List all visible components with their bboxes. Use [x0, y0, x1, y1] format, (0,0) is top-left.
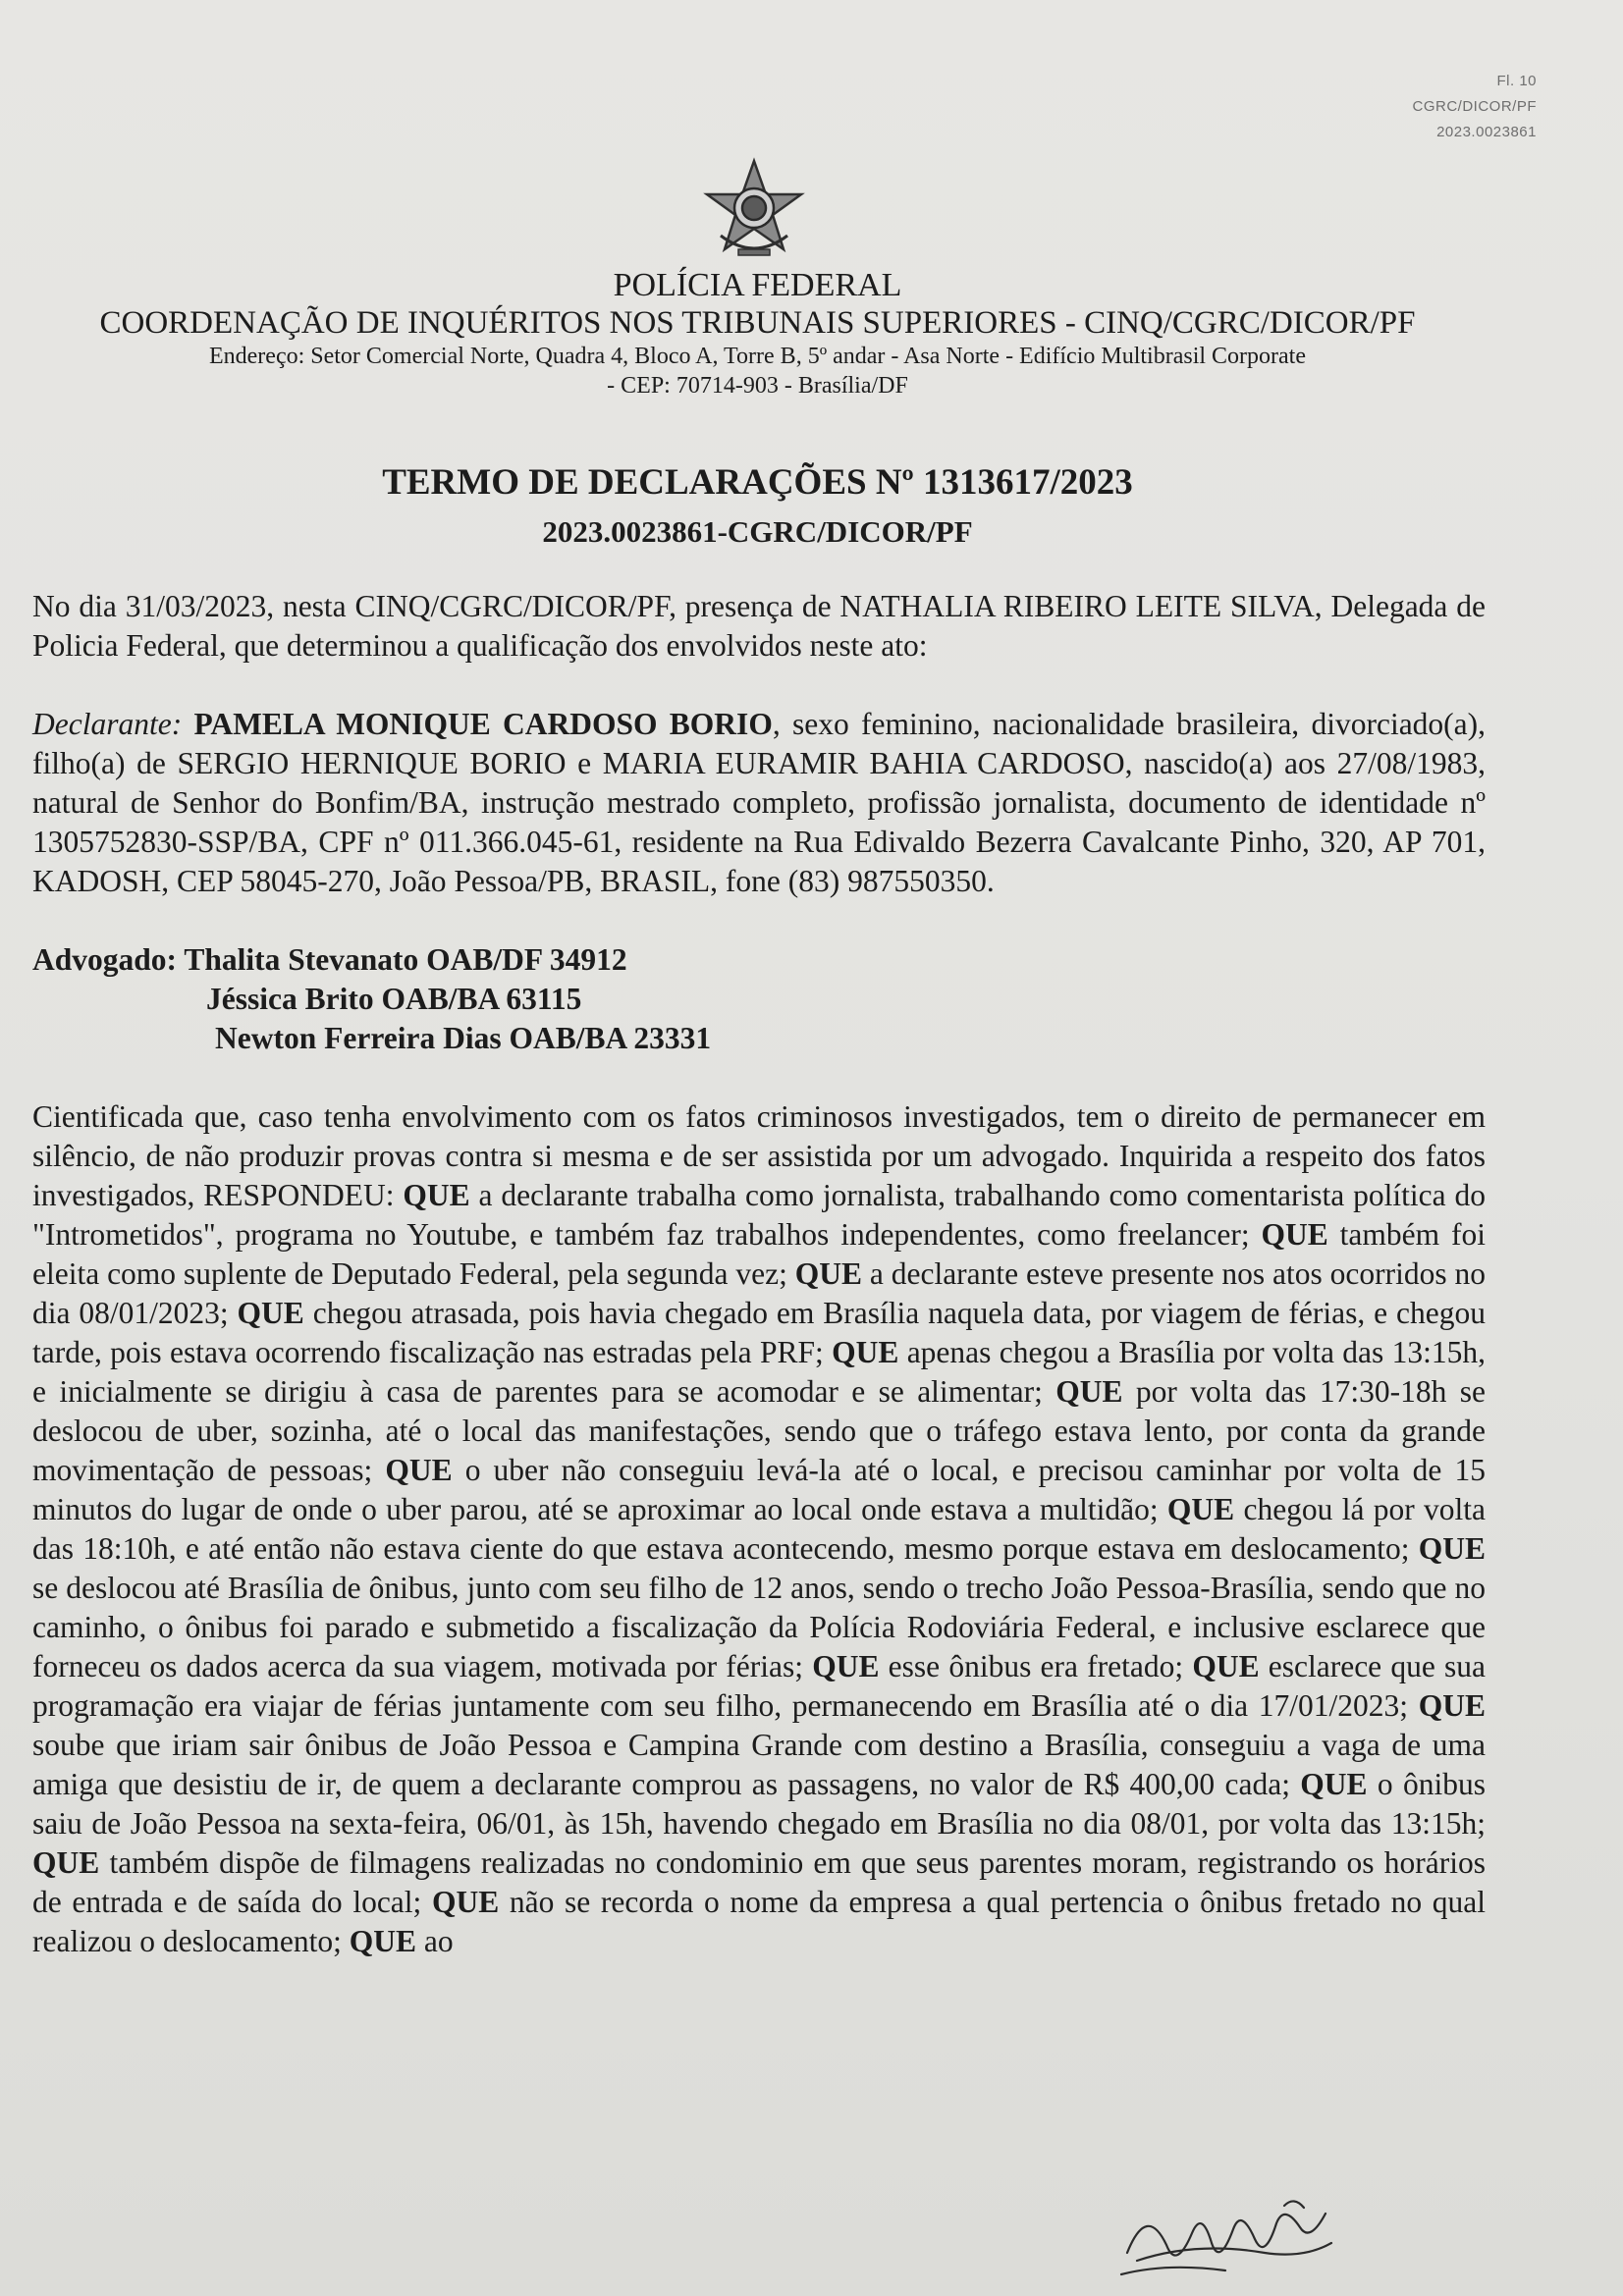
- statement-clause: apenas chegou a Brasília por volta das 13:15h, e inicialmente se dirigiu à casa de parentes para se acomodar e se alimentar;: [32, 1335, 1486, 1409]
- statement-clause: chegou lá por volta das 18:10h, e até então não estava ciente do que estava acontecendo, mesmo porque estava em deslocamento;: [32, 1492, 1486, 1566]
- statement-clause: também dispõe de filmagens realizadas no condominio em que seus parentes moram, registrando os horários de entrada e de saída do local;: [32, 1845, 1486, 1919]
- que-keyword: QUE: [32, 1845, 100, 1880]
- que-keyword: QUE: [237, 1296, 304, 1330]
- statement-clause: não se recorda o nome da empresa a qual pertencia o ônibus fretado no qual realizou o deslocamento;: [32, 1885, 1486, 1958]
- page-stamp: [1340, 69, 1537, 145]
- lawyers-label: Advogado:: [32, 942, 178, 977]
- document-title-block: [0, 456, 1515, 555]
- que-keyword: QUE: [1192, 1649, 1260, 1683]
- address-line-2: - CEP: 70714-903 - Brasília/DF: [607, 373, 908, 399]
- declarant-paragraph: [32, 705, 1486, 901]
- statement-clause: por volta das 17:30-18h se deslocou de uber, sozinha, até o local das manifestações, sendo que o tráfego estava lento, por conta da grande movimentação de pessoas;: [32, 1374, 1486, 1487]
- statement-clause: a declarante trabalha como jornalista, trabalhando como comentarista política do "Intrometidos", programa no Youtube, e também faz trabalhos independentes, como freelancer;: [32, 1178, 1486, 1252]
- que-keyword: QUE: [794, 1256, 862, 1291]
- folio-department: CGRC/DICOR/PF: [1412, 98, 1537, 115]
- statement-clause: também foi eleita como suplente de Deputado Federal, pela segunda vez;: [32, 1217, 1486, 1291]
- que-keyword: QUE: [1261, 1217, 1328, 1252]
- lawyer-2: Jéssica Brito OAB/BA 63115: [206, 982, 582, 1016]
- intro-paragraph: No dia 31/03/2023, nesta CINQ/CGRC/DICOR/PF, presença de NATHALIA RIBEIRO LEITE SILVA, Delegada de Policia Federal, que determinou a qualificação dos envolvidos neste ato:: [32, 589, 1486, 663]
- que-keyword: QUE: [1166, 1492, 1235, 1526]
- unit-name: COORDENAÇÃO DE INQUÉRITOS NOS TRIBUNAIS SUPERIORES - CINQ/CGRC/DICOR/PF: [99, 305, 1416, 341]
- statement-clause: esclarece que sua programação era viajar de férias juntamente com seu filho, permanecendo em Brasília até o dia 17/01/2023;: [32, 1649, 1487, 1723]
- statement-clause: chegou atrasada, pois havia chegado em Brasília naquela data, por viagem de férias, e chegou tarde, pois estava ocorrendo fiscalização nas estradas pela PRF;: [32, 1296, 1486, 1369]
- declarant-label: Declarante:: [32, 707, 183, 741]
- que-keyword: QUE: [1300, 1767, 1368, 1801]
- statement-clause: o uber não conseguiu levá-la até o local, e precisou caminhar por volta de 15 minutos do lugar de onde o uber parou, até se aproximar ao local onde estava a multidão;: [32, 1453, 1486, 1526]
- statement-clause: esse ônibus era fretado;: [879, 1649, 1193, 1683]
- statement-clause: o ônibus saiu de João Pessoa na sexta-feira, 06/01, às 15h, havendo chegado em Brasília no dia 08/01, por volta das 13:15h;: [32, 1767, 1486, 1841]
- lawyers-block: [32, 940, 1486, 1058]
- agency-name: POLÍCIA FEDERAL: [613, 267, 902, 303]
- document-body: [32, 587, 1486, 1961]
- folio-protocol: 2023.0023861: [1436, 124, 1537, 140]
- coat-of-arms-icon: [699, 155, 809, 265]
- que-keyword: QUE: [832, 1335, 899, 1369]
- que-keyword: QUE: [1418, 1531, 1486, 1566]
- document-protocol: 2023.0023861-CGRC/DICOR/PF: [542, 514, 973, 549]
- statement-clause: se deslocou até Brasília de ônibus, junto com seu filho de 12 anos, sendo o trecho João Pessoa-Brasília, sendo que no caminho, o ônibus foi parado e submetido a fiscalização da Polícia Rodoviária Federal, e inclusive esclarece que forneceu os dados acerca da sua viagem, motivada por férias;: [32, 1571, 1486, 1683]
- statement-clause: a declarante esteve presente nos atos ocorridos no dia 08/01/2023;: [32, 1256, 1487, 1330]
- handwritten-signature-icon: [1108, 2184, 1343, 2292]
- document-title: TERMO DE DECLARAÇÕES Nº 1313617/2023: [382, 462, 1133, 503]
- statement-clause: ao: [416, 1924, 454, 1958]
- address-line-1: Endereço: Setor Comercial Norte, Quadra 4, Bloco A, Torre B, 5º andar - Asa Norte - Edifício Multibrasil Corporate: [208, 344, 1306, 369]
- que-keyword: QUE: [431, 1885, 500, 1919]
- letterhead: [0, 267, 1515, 400]
- declarant-details: , sexo feminino, nacionalidade brasileira, divorciado(a), filho(a) de SERGIO HERNIQUE BORIO e MARIA EURAMIR BAHIA CARDOSO, nascido(a) aos 27/08/1983, natural de Senhor do Bonfim/BA, instrução mestrado completo, profissão jornalista, documento de identidade nº 1305752830-SSP/BA, CPF nº 011.366.045-61, residente na Rua Edivaldo Bezerra Cavalcante Pinho, 320, AP 701, KADOSH, CEP 58045-270, João Pessoa/PB, BRASIL, fone (83) 987550350.: [32, 707, 1487, 898]
- que-keyword: QUE: [812, 1649, 880, 1683]
- statement-opening: Cientificada que, caso tenha envolvimento com os fatos criminosos investigados, tem o direito de permanecer em silêncio, de não produzir provas contra si mesma e de ser assistida por um advogado. Inquirida a respeito dos fatos investigados, RESPONDEU:: [32, 1099, 1486, 1212]
- que-keyword: QUE: [1418, 1688, 1486, 1723]
- lawyer-3: Newton Ferreira Dias OAB/BA 23331: [215, 1021, 712, 1055]
- que-keyword: QUE: [403, 1178, 470, 1212]
- statement-clause: soube que iriam sair ônibus de João Pessoa e Campina Grande com destino a Brasília, conseguiu a vaga de uma amiga que desistiu de ir, de quem a declarante comprou as passagens, no valor de R$ 400,00 cada;: [32, 1728, 1486, 1801]
- lawyer-1: Thalita Stevanato OAB/DF 34912: [184, 942, 627, 977]
- declarant-name: PAMELA MONIQUE CARDOSO BORIO: [193, 707, 773, 741]
- que-keyword: QUE: [1055, 1374, 1123, 1409]
- que-keyword: QUE: [349, 1924, 417, 1958]
- statement-paragraph: [32, 1097, 1486, 1961]
- que-keyword: QUE: [385, 1453, 453, 1487]
- folio-number: Fl. 10: [1496, 73, 1537, 89]
